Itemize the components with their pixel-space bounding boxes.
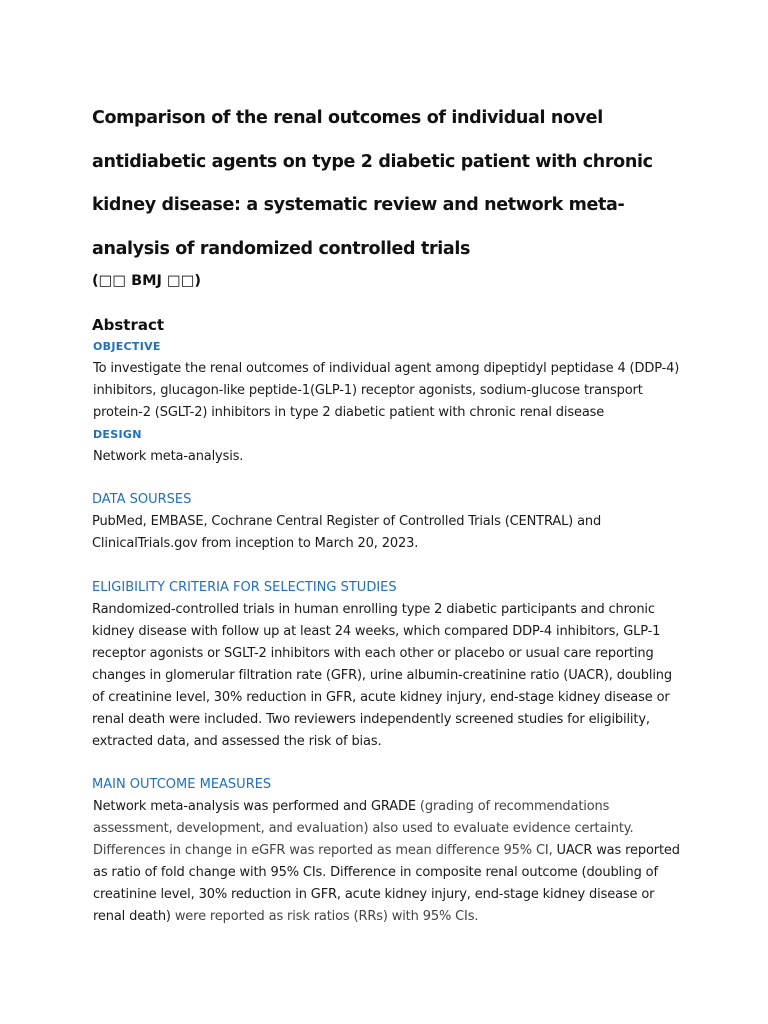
main-outcome-text-part1: Network meta-analysis was performed and GRADE	[93, 799, 416, 814]
main-outcome-text-part2: (grading of recommendations assessment, development, and evaluation) also used to evaluate evidence certainty. Differences in change in eGFR was reported as mean difference 95% CI,	[93, 799, 634, 858]
eligibility-label: ELIGIBILITY CRITERIA FOR SELECTING STUDIES	[92, 580, 397, 595]
main-outcome-text	[93, 796, 683, 928]
main-outcome-text-part3: UACR was reported as ratio of fold change with 95% CIs. Difference in composite renal outcome (doubling of creatinine level, 30% reduction in GFR, acute kidney injury, end-stage kidney disease or renal death)	[93, 843, 680, 924]
design-text: Network meta-analysis.	[93, 449, 244, 464]
main-outcome-label: MAIN OUTCOME MEASURES	[92, 777, 272, 792]
design-label: DESIGN	[93, 428, 142, 441]
data-sources-text: PubMed, EMBASE, Cochrane Central Register of Controlled Trials (CENTRAL) and ClinicalTrials.gov from inception to March 20, 2023.	[92, 514, 602, 551]
objective-label: OBJECTIVE	[93, 340, 161, 353]
main-outcome-text-part4: were reported as risk ratios (RRs) with 95% CIs.	[170, 909, 479, 924]
abstract-heading: Abstract	[92, 316, 165, 334]
data-sources-label: DATA SOURSES	[92, 492, 192, 507]
paper-title: Comparison of the renal outcomes of individual novel antidiabetic agents on type 2 diabetic patient with chronic kidney disease: a systematic review and network meta-analysis of randomized controlled trials	[92, 108, 653, 259]
objective-text: To investigate the renal outcomes of individual agent among dipeptidyl peptidase 4 (DDP-4) inhibitors, glucagon-like peptide-1(GLP-1) receptor agonists, sodium-glucose transport protein-2 (SGLT-2) inhibitors in type 2 diabetic patient with chronic renal disease	[93, 361, 680, 420]
eligibility-text: Randomized-controlled trials in human enrolling type 2 diabetic participants and chronic kidney disease with follow up at least 24 weeks, which compared DDP-4 inhibitors, GLP-1 receptor agonists or SGLT-2 inhibitors with each other or placebo or usual care reporting changes in glomerular filtration rate (GFR), urine albumin-creatinine ratio (UACR), doubling of creatinine level, 30% reduction in GFR, acute kidney injury, end-stage kidney disease or renal death were included. Two reviewers independently screened studies for eligibility, extracted data, and assessed the risk of bias.	[92, 602, 672, 749]
paper-subtitle: (□□ BMJ □□)	[92, 273, 202, 289]
